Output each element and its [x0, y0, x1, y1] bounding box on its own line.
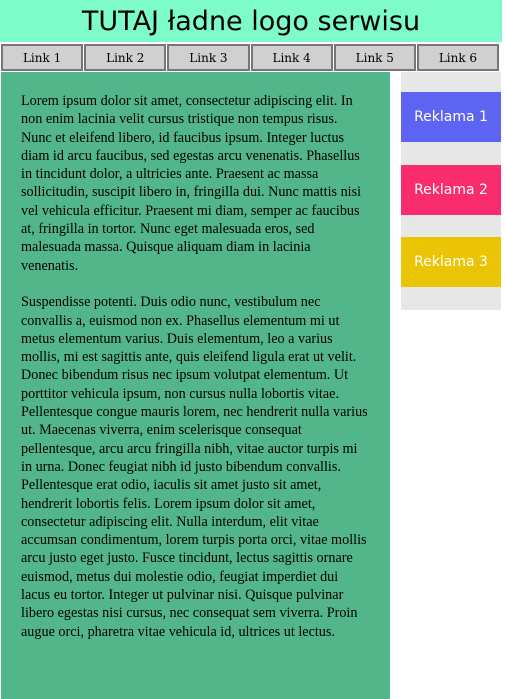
- site-header: [0, 0, 502, 42]
- ad-banner-2-label: Reklama 2: [414, 182, 488, 198]
- content-paragraph-2: Suspendisse potenti. Duis odio nunc, vestibulum nec convallis a, euismod non ex. Phasellus elementum mi ut metus elementum varius. Duis elementum, leo a varius mollis, mi est sagittis ante, quis eleifend ligula erat ut velit. Donec bibendum risus nec ipsum volutpat elementum. Ut porttitor vehicula ipsum, non cursus nulla lobortis vitae. Pellentesque congue mauris lorem, nec hendrerit nulla varius ut. Maecenas viverra, enim scelerisque consequat pellentesque, arcu arcu fringilla nibh, vitae auctor turpis mi in urna. Donec feugiat nibh id justo bibendum convallis. Pellentesque erat odio, iaculis sit amet justo sit amet, hendrerit lobortis felis. Lorem ipsum dolor sit amet, consectetur adipiscing elit. Nulla interdum, elit vitae accumsan condimentum, lorem turpis porta orci, vitae mollis arcu justo eget justo. Fusce tincidunt, lectus sagittis ornare euismod, metus dui molestie odio, feugiat imperdiet dui lacus eu tortor. Integer ut pulvinar nisi. Quisque pulvinar libero egestas nisi cursus, nec consequat sem viverra. Proin augue orci, pharetra vitae vehicula id, ultrices ut lectus.: [21, 294, 368, 640]
- main-nav: [1, 44, 499, 71]
- nav-link-2[interactable]: Link 2: [84, 44, 166, 71]
- content-paragraph-1: Lorem ipsum dolor sit amet, consectetur adipiscing elit. In non enim lacinia velit cursus tristique non tempus risus. Nunc et eleifend libero, id faucibus ipsum. Integer luctus diam id arcu faucibus, sed egestas arcu venenatis. Phasellus in tincidunt dolor, a ultricies ante. Praesent ac massa sollicitudin, suscipit libero in, fringilla dui. Nunc mattis nisi vel vehicula efficitur. Praesent mi diam, semper ac faucibus at, fringilla in tortor. Nunc eget malesuada eros, sed malesuada massa. Quisque aliquam diam in lacinia venenatis.: [21, 93, 362, 274]
- site-logo-text: TUTAJ ładne logo serwisu: [81, 5, 421, 37]
- ad-banner-3-label: Reklama 3: [414, 254, 488, 270]
- main-content: [1, 72, 390, 699]
- ad-banner-2[interactable]: [401, 165, 501, 215]
- nav-link-4[interactable]: Link 4: [251, 44, 333, 71]
- nav-link-6[interactable]: Link 6: [417, 44, 499, 71]
- nav-link-1[interactable]: Link 1: [1, 44, 83, 71]
- ad-banner-1-label: Reklama 1: [414, 109, 488, 125]
- ads-sidebar: [401, 72, 501, 310]
- ad-banner-3[interactable]: [401, 237, 501, 287]
- nav-link-5[interactable]: Link 5: [334, 44, 416, 71]
- ad-banner-1[interactable]: [401, 92, 501, 142]
- nav-link-3[interactable]: Link 3: [167, 44, 249, 71]
